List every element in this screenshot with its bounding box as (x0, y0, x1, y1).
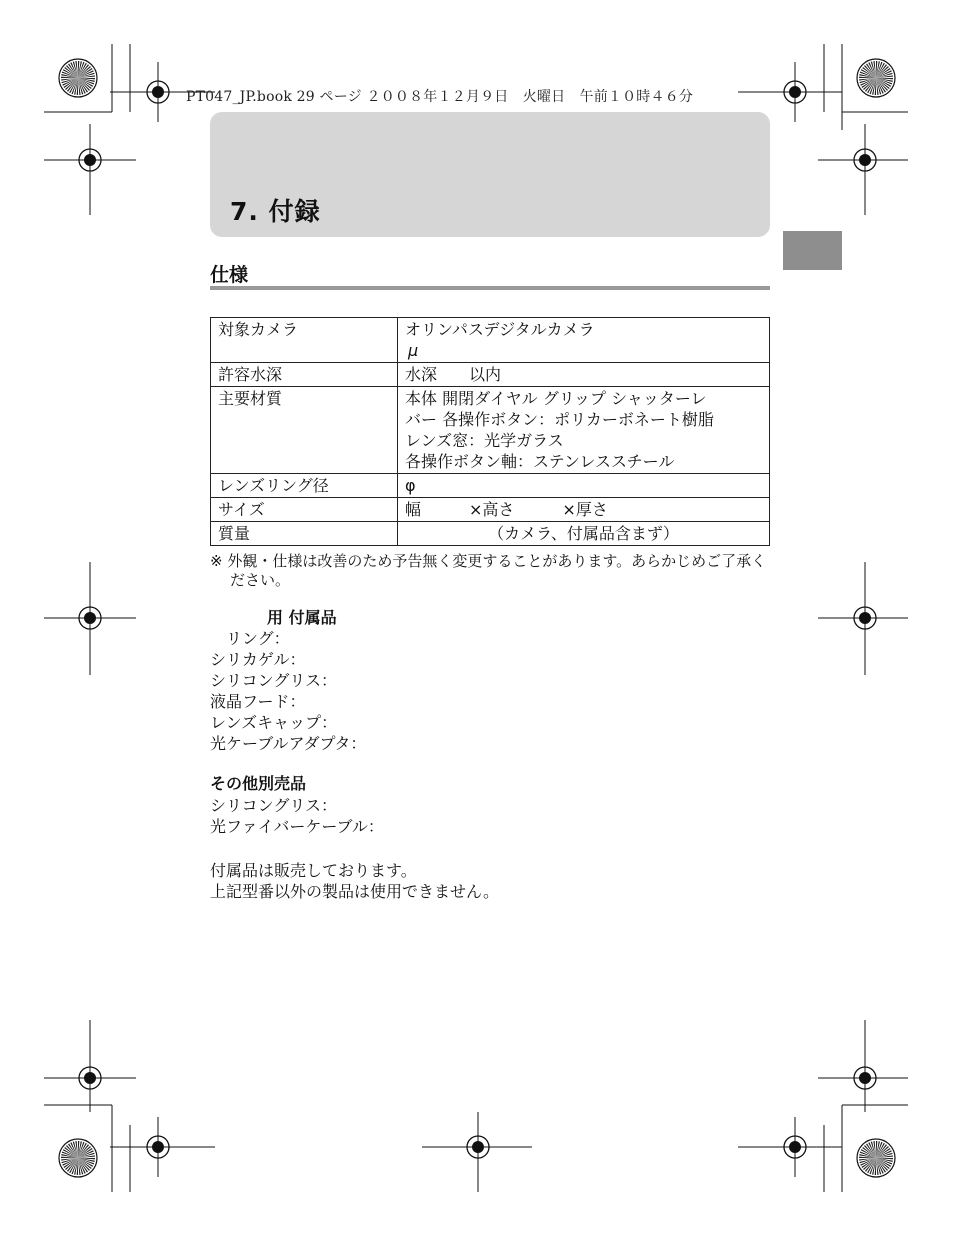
spec-value (398, 498, 770, 522)
table-row (211, 318, 770, 363)
list-item: 光ケーブルアダプタ： (210, 734, 367, 753)
footnote-line: 付属品は販売しております。 (210, 861, 417, 880)
table-row (211, 522, 770, 546)
spec-value (398, 522, 770, 546)
spec-label: サイズ (211, 498, 398, 522)
spec-label: 質量 (211, 522, 398, 546)
footnote-line: 上記型番以外の製品は使用できません。 (210, 882, 499, 901)
spec-label: 対象カメラ (211, 318, 398, 363)
options-heading: その他別売品 (210, 774, 307, 793)
spec-value (398, 474, 770, 498)
list-item: 光ファイバーケーブル： (210, 817, 384, 836)
table-row (211, 387, 770, 474)
spec-value-line: φ (405, 476, 416, 495)
spec-value (398, 318, 770, 363)
spec-value-line: （カメラ、付属品含まず） (488, 524, 679, 543)
spec-value-line: オリンパスデジタルカメラ (405, 320, 595, 339)
list-item: レンズキャップ： (210, 713, 338, 732)
spec-label: 主要材質 (211, 387, 398, 474)
print-header: PT047_JP.book 29 ページ ２００８年１２月９日 火曜日 午前１０時４６分 (186, 89, 694, 105)
spec-label: レンズリング径 (211, 474, 398, 498)
list-item: シリコングリス： (210, 796, 338, 815)
spec-value-line: μ (408, 341, 419, 360)
spec-value-line: 各操作ボタン軸：ステンレススチール (405, 452, 675, 471)
spec-value-line: バー 各操作ボタン：ポリカーボネート樹脂 (405, 410, 714, 429)
spec-value-line: 水深 以内 (405, 365, 502, 384)
chapter-side-tab (783, 231, 842, 270)
spec-note: ※ 外観・仕様は改善のため予告無く変更することがあります。あらかじめご了承ください。 (210, 552, 767, 589)
spec-label: 許容水深 (211, 363, 398, 387)
list-item: 液晶フード： (210, 692, 306, 711)
spec-value (398, 387, 770, 474)
table-row (211, 498, 770, 522)
section-title: 仕様 (210, 264, 249, 286)
section-divider (210, 286, 770, 290)
options-list (210, 795, 384, 837)
spec-value (398, 363, 770, 387)
list-item: シリコングリス： (210, 671, 338, 690)
chapter-title: 7. 付録 (230, 197, 321, 226)
spec-value-line: レンズ窓：光学ガラス (405, 431, 564, 450)
list-item: リング： (226, 629, 290, 648)
spec-table (210, 317, 770, 546)
spec-value-line: 本体 開閉ダイヤル グリップ シャッターレ (405, 389, 707, 408)
table-row (211, 474, 770, 498)
table-row (211, 363, 770, 387)
accessories-list (210, 628, 366, 754)
accessories-heading: 用 付属品 (267, 608, 337, 627)
footnotes (210, 860, 499, 902)
spec-value-line: 幅 ×高さ ×厚さ (405, 500, 608, 519)
list-item: シリカゲル： (210, 650, 306, 669)
